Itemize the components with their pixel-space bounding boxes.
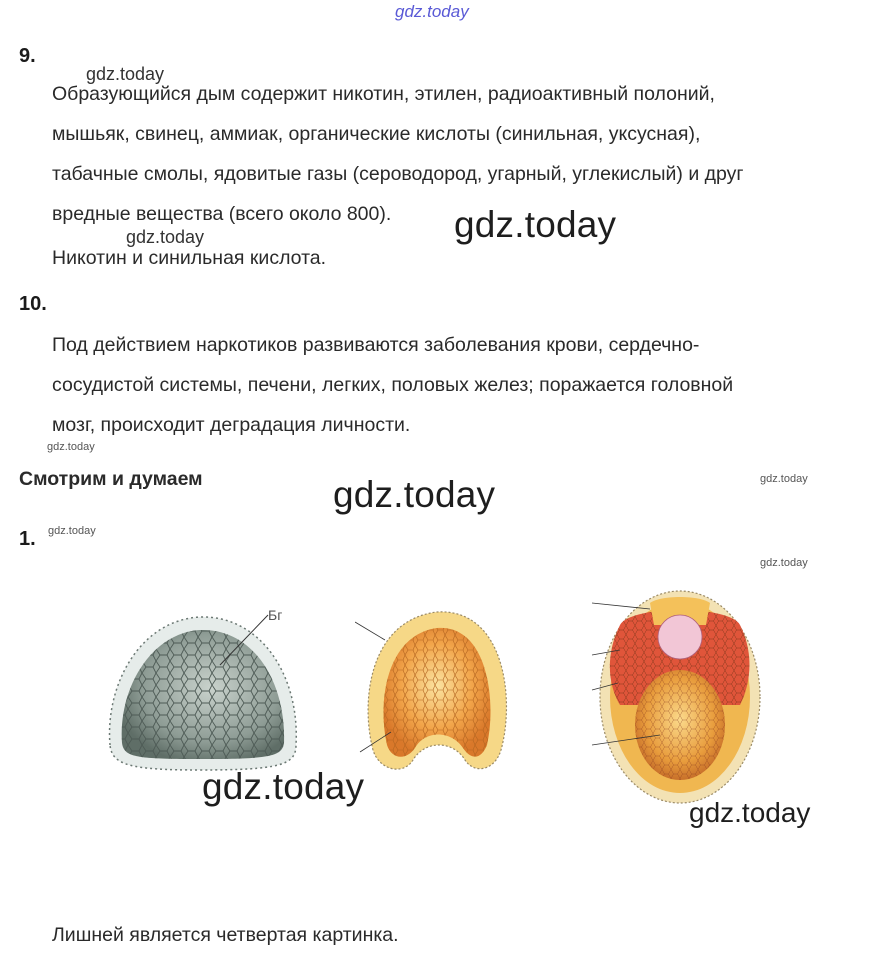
watermark: gdz.today	[126, 227, 205, 247]
watermark: gdz.today	[202, 766, 365, 807]
task-1-conclusion: Лишней является четвертая картинка.	[52, 924, 399, 946]
question-10-text	[52, 325, 852, 445]
watermark: gdz.today	[48, 525, 96, 537]
watermark: gdz.today	[689, 797, 811, 828]
text-line: сосудистой системы, печени, легких, половых желез; поражается головной	[52, 374, 734, 396]
task-1-number: 1.	[19, 528, 36, 550]
watermark: gdz.today	[760, 557, 808, 569]
blastula-illustration	[100, 595, 310, 785]
watermark: gdz.today	[333, 474, 496, 515]
text-line: табачные смолы, ядовитые газы (сероводород, угарный, углекислый) и друг	[52, 163, 744, 185]
gastrula-illustration	[355, 600, 515, 780]
text-line: мозг, происходит деградация личности.	[52, 414, 411, 436]
question-9-text	[52, 74, 852, 234]
text-line: вредные вещества (всего около 800).	[52, 203, 392, 225]
watermark-top: gdz.today	[395, 2, 469, 21]
watermark: gdz.today	[86, 64, 165, 84]
text-line: мышьяк, свинец, аммиак, органические кислоты (синильная, уксусная),	[52, 123, 701, 145]
neurula-illustration	[590, 585, 770, 810]
text-line: Образующийся дым содержит никотин, этилен, радиоактивный полоний,	[52, 83, 715, 105]
watermark: gdz.today	[47, 441, 95, 453]
question-10-number: 10.	[19, 293, 47, 315]
pointer-line	[355, 622, 385, 640]
watermark: gdz.today	[760, 473, 808, 485]
question-9-answer: Никотин и синильная кислота.	[52, 247, 327, 269]
question-9-number: 9.	[19, 45, 36, 67]
watermark: gdz.today	[454, 204, 617, 245]
figure-label: Бг	[268, 607, 283, 623]
section-title: Смотрим и думаем	[19, 468, 203, 490]
text-line: Под действием наркотиков развиваются заболевания крови, сердечно-	[52, 334, 700, 356]
